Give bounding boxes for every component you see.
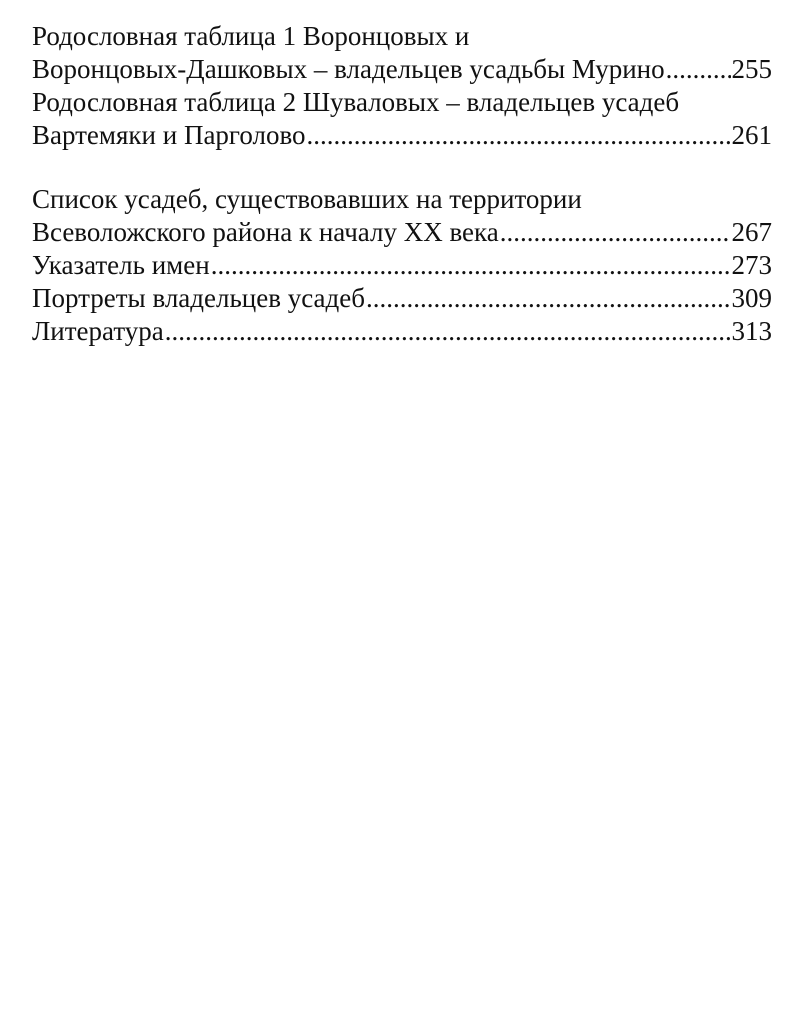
toc-entry-title-line: Указатель имен — [32, 250, 210, 280]
toc-entry-literature — [32, 315, 772, 348]
toc-page-number: 313 — [731, 316, 772, 346]
dot-leader — [366, 282, 731, 315]
section-gap — [32, 152, 772, 183]
toc-entry-title-line: Родословная таблица 1 Воронцовых и — [32, 21, 470, 51]
dot-leader — [666, 53, 731, 86]
toc-page-number: 261 — [731, 120, 772, 150]
toc-entry-estate-list — [32, 183, 772, 249]
table-of-contents — [32, 20, 772, 348]
dot-leader — [211, 249, 731, 282]
toc-entry-genealogy-shuvalov — [32, 86, 772, 152]
toc-entry-genealogy-vorontsov — [32, 20, 772, 86]
dot-leader — [307, 119, 731, 152]
toc-page-number: 267 — [731, 217, 772, 247]
toc-page-number: 309 — [731, 283, 772, 313]
toc-entry-title-line: Список усадеб, существовавших на территории — [32, 184, 582, 214]
dot-leader — [500, 216, 731, 249]
toc-entry-title-line: Вартемяки и Парголово — [32, 120, 306, 150]
toc-entry-title-line: Портреты владельцев усадеб — [32, 283, 365, 313]
toc-page-number: 255 — [731, 54, 772, 84]
toc-entry-title-line: Воронцовых-Дашковых – владельцев усадьбы Мурино — [32, 54, 665, 84]
toc-entry-title-line: Всеволожского района к началу XX века — [32, 217, 499, 247]
toc-entry-name-index — [32, 249, 772, 282]
dot-leader — [165, 315, 731, 348]
toc-page-number: 273 — [731, 250, 772, 280]
toc-entry-owner-portraits — [32, 282, 772, 315]
toc-entry-title-line: Литература — [32, 316, 164, 346]
toc-entry-title-line: Родословная таблица 2 Шуваловых – владельцев усадеб — [32, 87, 680, 117]
